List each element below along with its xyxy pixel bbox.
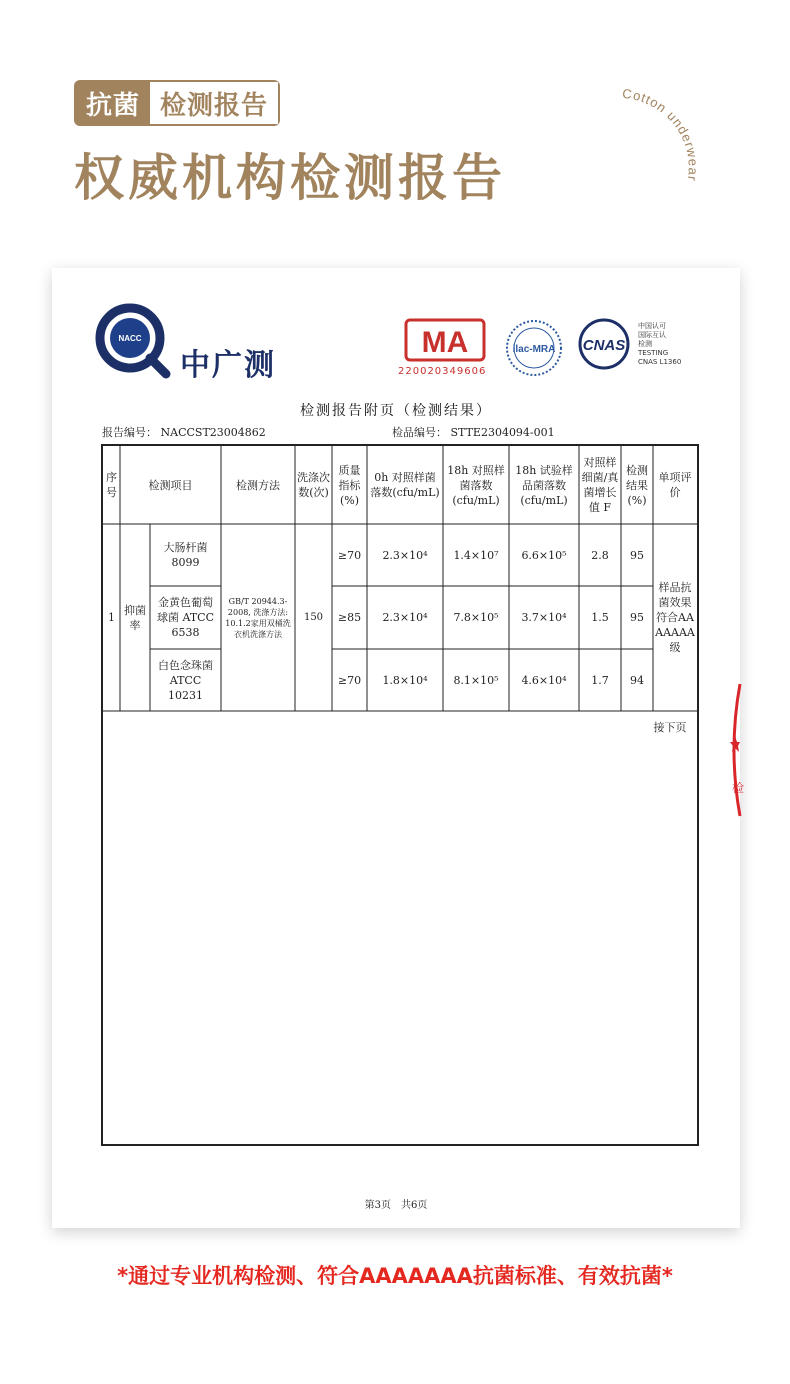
quality-cell: ≥70 [337,673,362,687]
header-zero-h: 0h 对照样菌落数(cfu/mL) [370,471,440,499]
method-cell: GB/T 20944.3-2008, 洗涤方法: 10.1.2家用双桶洗衣机洗涤方法 [225,596,291,639]
organism-cell: 大肠杆菌 8099 [163,541,208,569]
header-control-18h: 18h 对照样菌落数(cfu/mL) [447,463,505,507]
test-18h-cell: 4.6×10⁴ [521,673,567,687]
continued-note: 接下页 [653,720,687,734]
zero-h-cell: 1.8×10⁴ [382,673,428,687]
control-18h-cell: 1.4×10⁷ [453,548,499,562]
report-number [102,424,266,440]
quality-cell: ≥85 [337,611,362,624]
arc-text: Cotton underwear [621,85,701,183]
cnas-line: 国际互认 [638,331,666,339]
sample-number [392,424,555,440]
header-test-18h: 18h 试验样品菌落数(cfu/mL) [515,463,573,507]
quality-cell: ≥70 [337,548,362,562]
sample-number-label: 检品编号： [392,426,447,439]
cnas-line: CNAS L1360 [638,358,682,366]
header-method: 检测方法 [236,478,280,492]
result-cell: 95 [630,611,644,624]
header-seq: 序号 [106,471,117,499]
nacc-badge: NACC [118,334,142,343]
control-18h-cell: 8.1×10⁵ [453,673,499,687]
wash-count-cell: 150 [303,612,324,623]
header-wash: 洗涤次数(次) [297,471,330,499]
ma-logo-icon [404,318,486,364]
ma-number: 220020349606 [398,366,487,377]
sample-number-value: STTE2304094-001 [450,426,555,439]
report-number-value: NACCST23004862 [160,426,266,439]
stamp-fragment-text: 检 [732,781,745,795]
result-cell: 95 [630,548,644,562]
evaluation-cell: 样品抗菌效果符合AAAAAAA级 [655,581,695,654]
brand-name: 中广测 [180,348,276,383]
organism-cell: 白色念珠菌 ATCC 10231 [158,658,213,702]
results-table [101,444,699,1146]
cnas-logo-icon [572,318,636,370]
cnas-line: TESTING [638,349,669,357]
header-result: 检测结果(%) [626,463,648,507]
report-card [52,268,740,1228]
category-tag [74,80,280,126]
zero-h-cell: 2.3×10⁴ [382,548,428,562]
zero-h-cell: 2.3×10⁴ [382,611,428,624]
nacc-logo-icon [92,300,172,380]
test-18h-cell: 3.7×10⁴ [521,611,567,624]
report-number-label: 报告编号： [102,426,157,439]
seq-cell: 1 [108,611,115,624]
growth-cell: 1.7 [591,673,609,687]
test-18h-cell: 6.6×10⁵ [521,548,567,562]
header-evaluation: 单项评价 [658,471,692,499]
control-18h-cell: 7.8×10⁵ [453,611,499,624]
tag-secondary: 检测报告 [150,82,278,124]
cnas-logo-text: CNAS [582,337,626,354]
result-cell: 94 [630,673,644,687]
cnas-line: 中国认可 [638,322,666,330]
cnas-caption [638,322,698,367]
ilac-logo-text: ilac-MRA [512,344,556,355]
tag-primary: 抗菌 [76,82,150,124]
header-quality: 质量指标(%) [338,463,361,507]
category-cell: 抑菌率 [124,603,146,632]
growth-cell: 2.8 [591,548,609,562]
header-growth: 对照样细菌/真菌增长值 F [581,456,619,514]
ma-logo-text: MA [421,326,469,359]
arc-text-decoration [612,68,722,208]
stamp-fragment-icon [726,680,745,820]
header-item: 检测项目 [148,478,193,492]
svg-text:Cotton underwear [621,86,700,183]
page-info: 第3页 共6页 [364,1200,428,1211]
page-headline: 权威机构检测报告 [74,149,506,207]
organism-cell: 金黄色葡萄球菌 ATCC 6538 [156,596,214,639]
ilac-mra-logo-icon [504,318,564,378]
report-title: 检测报告附页（检测结果） [300,403,492,419]
growth-cell: 1.5 [591,611,609,624]
cnas-line: 检测 [638,340,652,348]
footer-note: *通过专业机构检测、符合AAAAAAA抗菌标准、有效抗菌* [117,1264,673,1288]
